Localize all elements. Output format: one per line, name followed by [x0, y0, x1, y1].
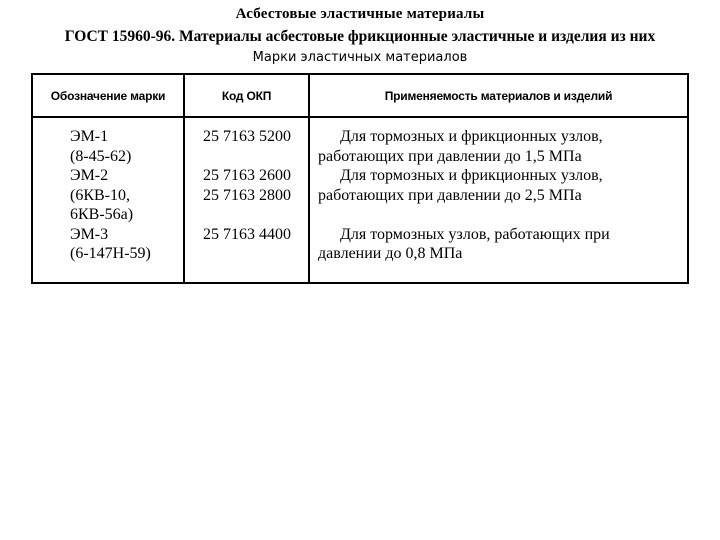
- okp-code-column: [184, 117, 309, 283]
- material-grades-table: [31, 73, 689, 284]
- applicability-text: Для тормозных и фрикционных узлов,: [340, 167, 603, 184]
- okp-code: 25 7163 2600: [203, 167, 291, 184]
- okp-code: [203, 244, 308, 264]
- standard-title: ГОСТ 15960-96. Материалы асбестовые фрикционные эластичные и изделия из них: [64, 28, 656, 45]
- grade-line: (6-147Н-59): [70, 245, 151, 262]
- applicability-text: Для тормозных и фрикционных узлов,: [340, 128, 603, 145]
- applicability-text: работающих при давлении до 1,5 МПа: [318, 147, 582, 165]
- applicability-column: [309, 117, 688, 283]
- grade-column: [32, 117, 184, 283]
- okp-code: [203, 147, 308, 167]
- header-grade: Обозначение марки: [32, 74, 184, 117]
- grade-line: (8-45-62): [70, 147, 132, 165]
- grade-line: ЭМ-3: [70, 225, 109, 243]
- grade-line: ЭМ-2: [70, 167, 109, 184]
- applicability-text: работающих при давлении до 2,5 МПа: [318, 186, 582, 204]
- table-caption: Марки эластичных материалов: [252, 50, 468, 65]
- applicability-spacer: [318, 205, 679, 225]
- applicability-text: давлении до 0,8 МПа: [318, 245, 463, 262]
- grade-line: ЭМ-1: [70, 128, 109, 145]
- table-header-row: [32, 74, 688, 117]
- okp-code: 25 7163 4400: [203, 225, 291, 243]
- page-title: Асбестовые эластичные материалы: [235, 6, 485, 22]
- grade-line: (6КВ-10,: [70, 186, 130, 204]
- okp-code: 25 7163 5200: [203, 128, 291, 145]
- header-applicability: Применяемость материалов и изделий: [309, 74, 688, 117]
- okp-code: 25 7163 2800: [203, 186, 291, 204]
- okp-code: [203, 205, 308, 225]
- grade-line: 6КВ-56а): [70, 206, 134, 223]
- table-body-row: [32, 117, 688, 283]
- applicability-text: Для тормозных узлов, работающих при: [340, 225, 610, 243]
- header-okp-code: Код ОКП: [184, 74, 309, 117]
